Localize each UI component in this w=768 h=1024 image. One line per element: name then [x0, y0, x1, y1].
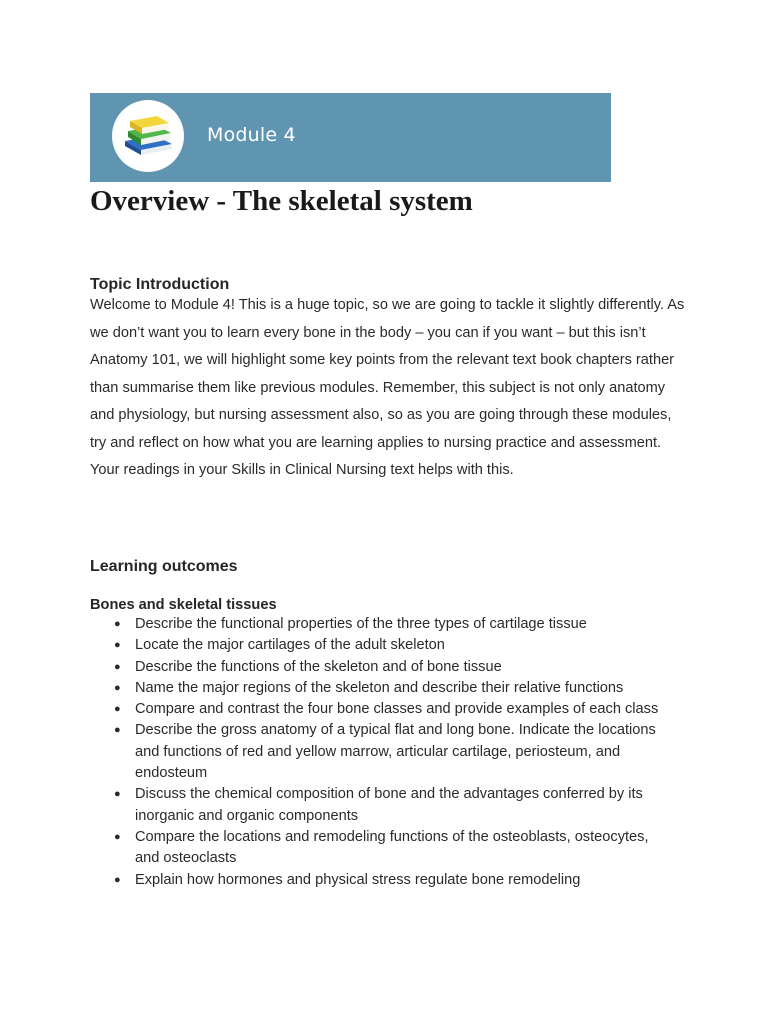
- bullet-icon: ●: [114, 618, 121, 630]
- bullet-icon: ●: [114, 724, 121, 737]
- list-item-text: Discuss the chemical composition of bone and the advantages conferred by its inorganic and organic components: [135, 786, 643, 824]
- list-item: [90, 870, 675, 891]
- learning-outcomes-list: [90, 614, 690, 891]
- bullet-icon: ●: [114, 660, 121, 673]
- list-item: [90, 614, 675, 635]
- list-item-text: Explain how hormones and physical stress regulate bone remodeling: [135, 871, 581, 888]
- bullet-icon: ●: [114, 788, 121, 801]
- module-banner: [90, 93, 611, 182]
- list-item-text: Describe the gross anatomy of a typical flat and long bone. Indicate the locations and functions of red and yellow marrow, articular cartilage, periosteum, and endosteum: [135, 722, 656, 782]
- learning-outcomes-heading: Learning outcomes: [90, 558, 238, 575]
- bullet-icon: ●: [114, 873, 121, 886]
- list-item: [90, 657, 675, 678]
- books-stack-icon: [112, 100, 184, 172]
- topic-introduction-text: Welcome to Module 4! This is a huge topic, so we are going to tackle it slightly differently. As we don’t want you to learn every bone in the body – you can if you want – but this isn’t Anatomy 101, we will highlight some key points from the relevant text book chapters rather than summarise them like previous modules. Remember, this subject is not only anatomy and physiology, but nursing assessment also, so as you are going through these modules, try and reflect on how what you are learning applies to nursing practice and assessment. Your readings in your Skills in Clinical Nursing text helps with this.: [90, 297, 685, 478]
- bullet-icon: ●: [114, 681, 121, 694]
- bullet-icon: ●: [114, 830, 121, 843]
- list-item-text: Describe the functions of the skeleton and of bone tissue: [135, 658, 502, 675]
- list-item: [90, 784, 675, 827]
- bullet-icon: ●: [114, 703, 121, 716]
- list-item: [90, 827, 675, 870]
- list-item-text: Describe the functional properties of the three types of cartilage tissue: [135, 616, 587, 632]
- list-item-text: Compare the locations and remodeling functions of the osteoblasts, osteocytes, and osteoclasts: [135, 828, 649, 867]
- module-label: Module 4: [207, 124, 296, 146]
- page-title: Overview - The skeletal system: [90, 185, 473, 217]
- list-item: [90, 720, 675, 784]
- list-item-text: Locate the major cartilages of the adult skeleton: [135, 637, 445, 654]
- list-item: [90, 699, 675, 720]
- list-item-text: Name the major regions of the skeleton and describe their relative functions: [135, 679, 624, 696]
- list-item-text: Compare and contrast the four bone classes and provide examples of each class: [135, 701, 659, 718]
- list-item: [90, 678, 675, 699]
- bullet-icon: ●: [114, 639, 121, 652]
- topic-introduction-heading: Topic Introduction: [90, 276, 230, 293]
- list-item: [90, 635, 675, 656]
- bones-subheading: Bones and skeletal tissues: [90, 597, 277, 613]
